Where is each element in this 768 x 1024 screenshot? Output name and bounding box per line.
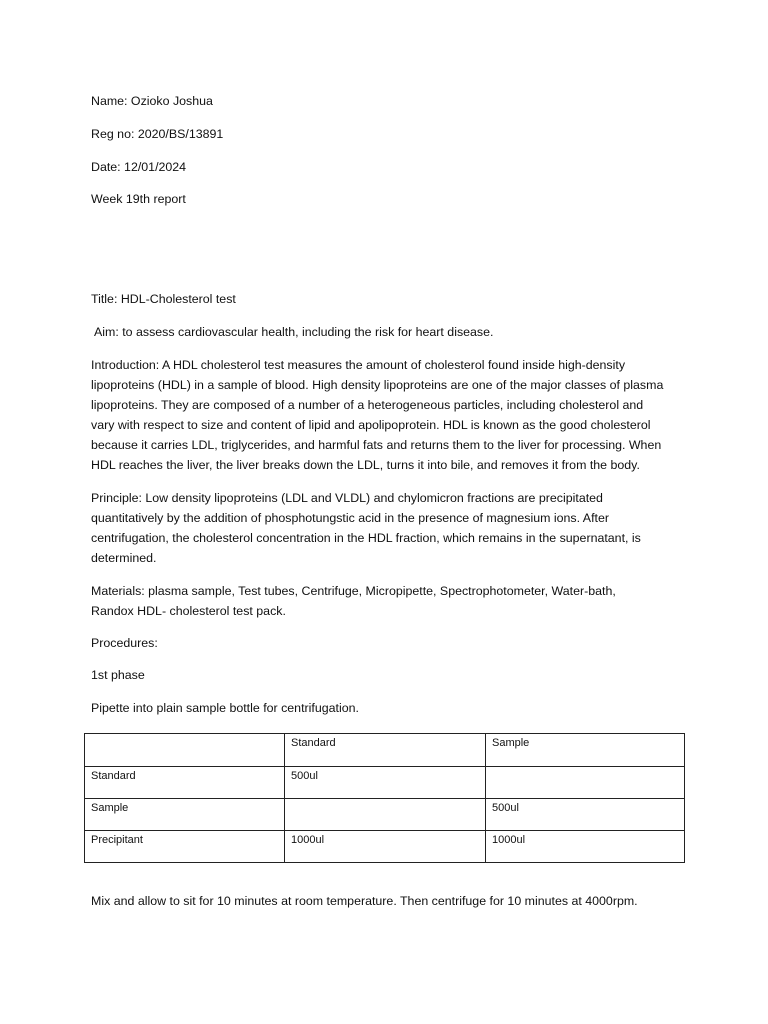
table-header-cell: Standard: [285, 734, 486, 767]
table-cell: [285, 799, 486, 831]
intro-line: because it carries LDL, triglycerides, and harmful fats and returns them to the liver for processing. When: [91, 438, 662, 452]
principle-paragraph: [91, 488, 681, 568]
principle-line: determined.: [91, 551, 157, 565]
table-header-cell: [85, 734, 285, 767]
pipette-instruction: Pipette into plain sample bottle for centrifugation.: [91, 701, 359, 715]
phase-heading: 1st phase: [91, 668, 145, 682]
materials-line: Materials: plasma sample, Test tubes, Centrifuge, Micropipette, Spectrophotometer, Water-bath,: [91, 584, 616, 598]
report-title: Title: HDL-Cholesterol test: [91, 292, 236, 306]
aim-text: Aim: to assess cardiovascular health, including the risk for heart disease.: [94, 325, 494, 339]
intro-line: HDL reaches the liver, the liver breaks down the LDL, turns it into bile, and removes it from the body.: [91, 458, 640, 472]
table-cell: 1000ul: [285, 831, 486, 863]
procedures-heading: Procedures:: [91, 636, 158, 650]
table-cell: 500ul: [285, 767, 486, 799]
intro-line: vary with respect to size and content of lipid and apolipoprotein. HDL is known as the good cholesterol: [91, 418, 651, 432]
principle-line: Principle: Low density lipoproteins (LDL and VLDL) and chylomicron fractions are precipitated: [91, 491, 603, 505]
table-row: [85, 831, 685, 863]
principle-line: centrifugation, the cholesterol concentration in the HDL fraction, which remains in the supernatant, is: [91, 531, 641, 545]
report-date: Date: 12/01/2024: [91, 160, 187, 174]
table-row: [85, 767, 685, 799]
table-cell: 1000ul: [486, 831, 685, 863]
table-row: [85, 799, 685, 831]
introduction-paragraph: [91, 355, 681, 475]
intro-line: lipoproteins. They are composed of a number of a heterogeneous particles, including cholesterol and: [91, 398, 644, 412]
table-cell: Standard: [85, 767, 285, 799]
mix-instruction: Mix and allow to sit for 10 minutes at room temperature. Then centrifuge for 10 minutes at 4000rpm.: [91, 894, 638, 908]
pipetting-table: [84, 733, 685, 863]
table-cell: [486, 767, 685, 799]
principle-line: quantitatively by the addition of phosphotungstic acid in the presence of magnesium ions. After: [91, 511, 609, 525]
table-cell: Precipitant: [85, 831, 285, 863]
table-cell: 500ul: [486, 799, 685, 831]
materials-paragraph: [91, 581, 681, 621]
materials-line: Randox HDL- cholesterol test pack.: [91, 604, 286, 618]
table-cell: Sample: [85, 799, 285, 831]
week-label: Week 19th report: [91, 192, 186, 206]
intro-line: Introduction: A HDL cholesterol test measures the amount of cholesterol found inside high-density: [91, 358, 626, 372]
reg-number: Reg no: 2020/BS/13891: [91, 127, 224, 141]
table-header-cell: Sample: [486, 734, 685, 767]
intro-line: lipoproteins (HDL) in a sample of blood. High density lipoproteins are one of the major classes of plasma: [91, 378, 664, 392]
table-header-row: [85, 734, 685, 767]
student-name: Name: Ozioko Joshua: [91, 94, 213, 108]
